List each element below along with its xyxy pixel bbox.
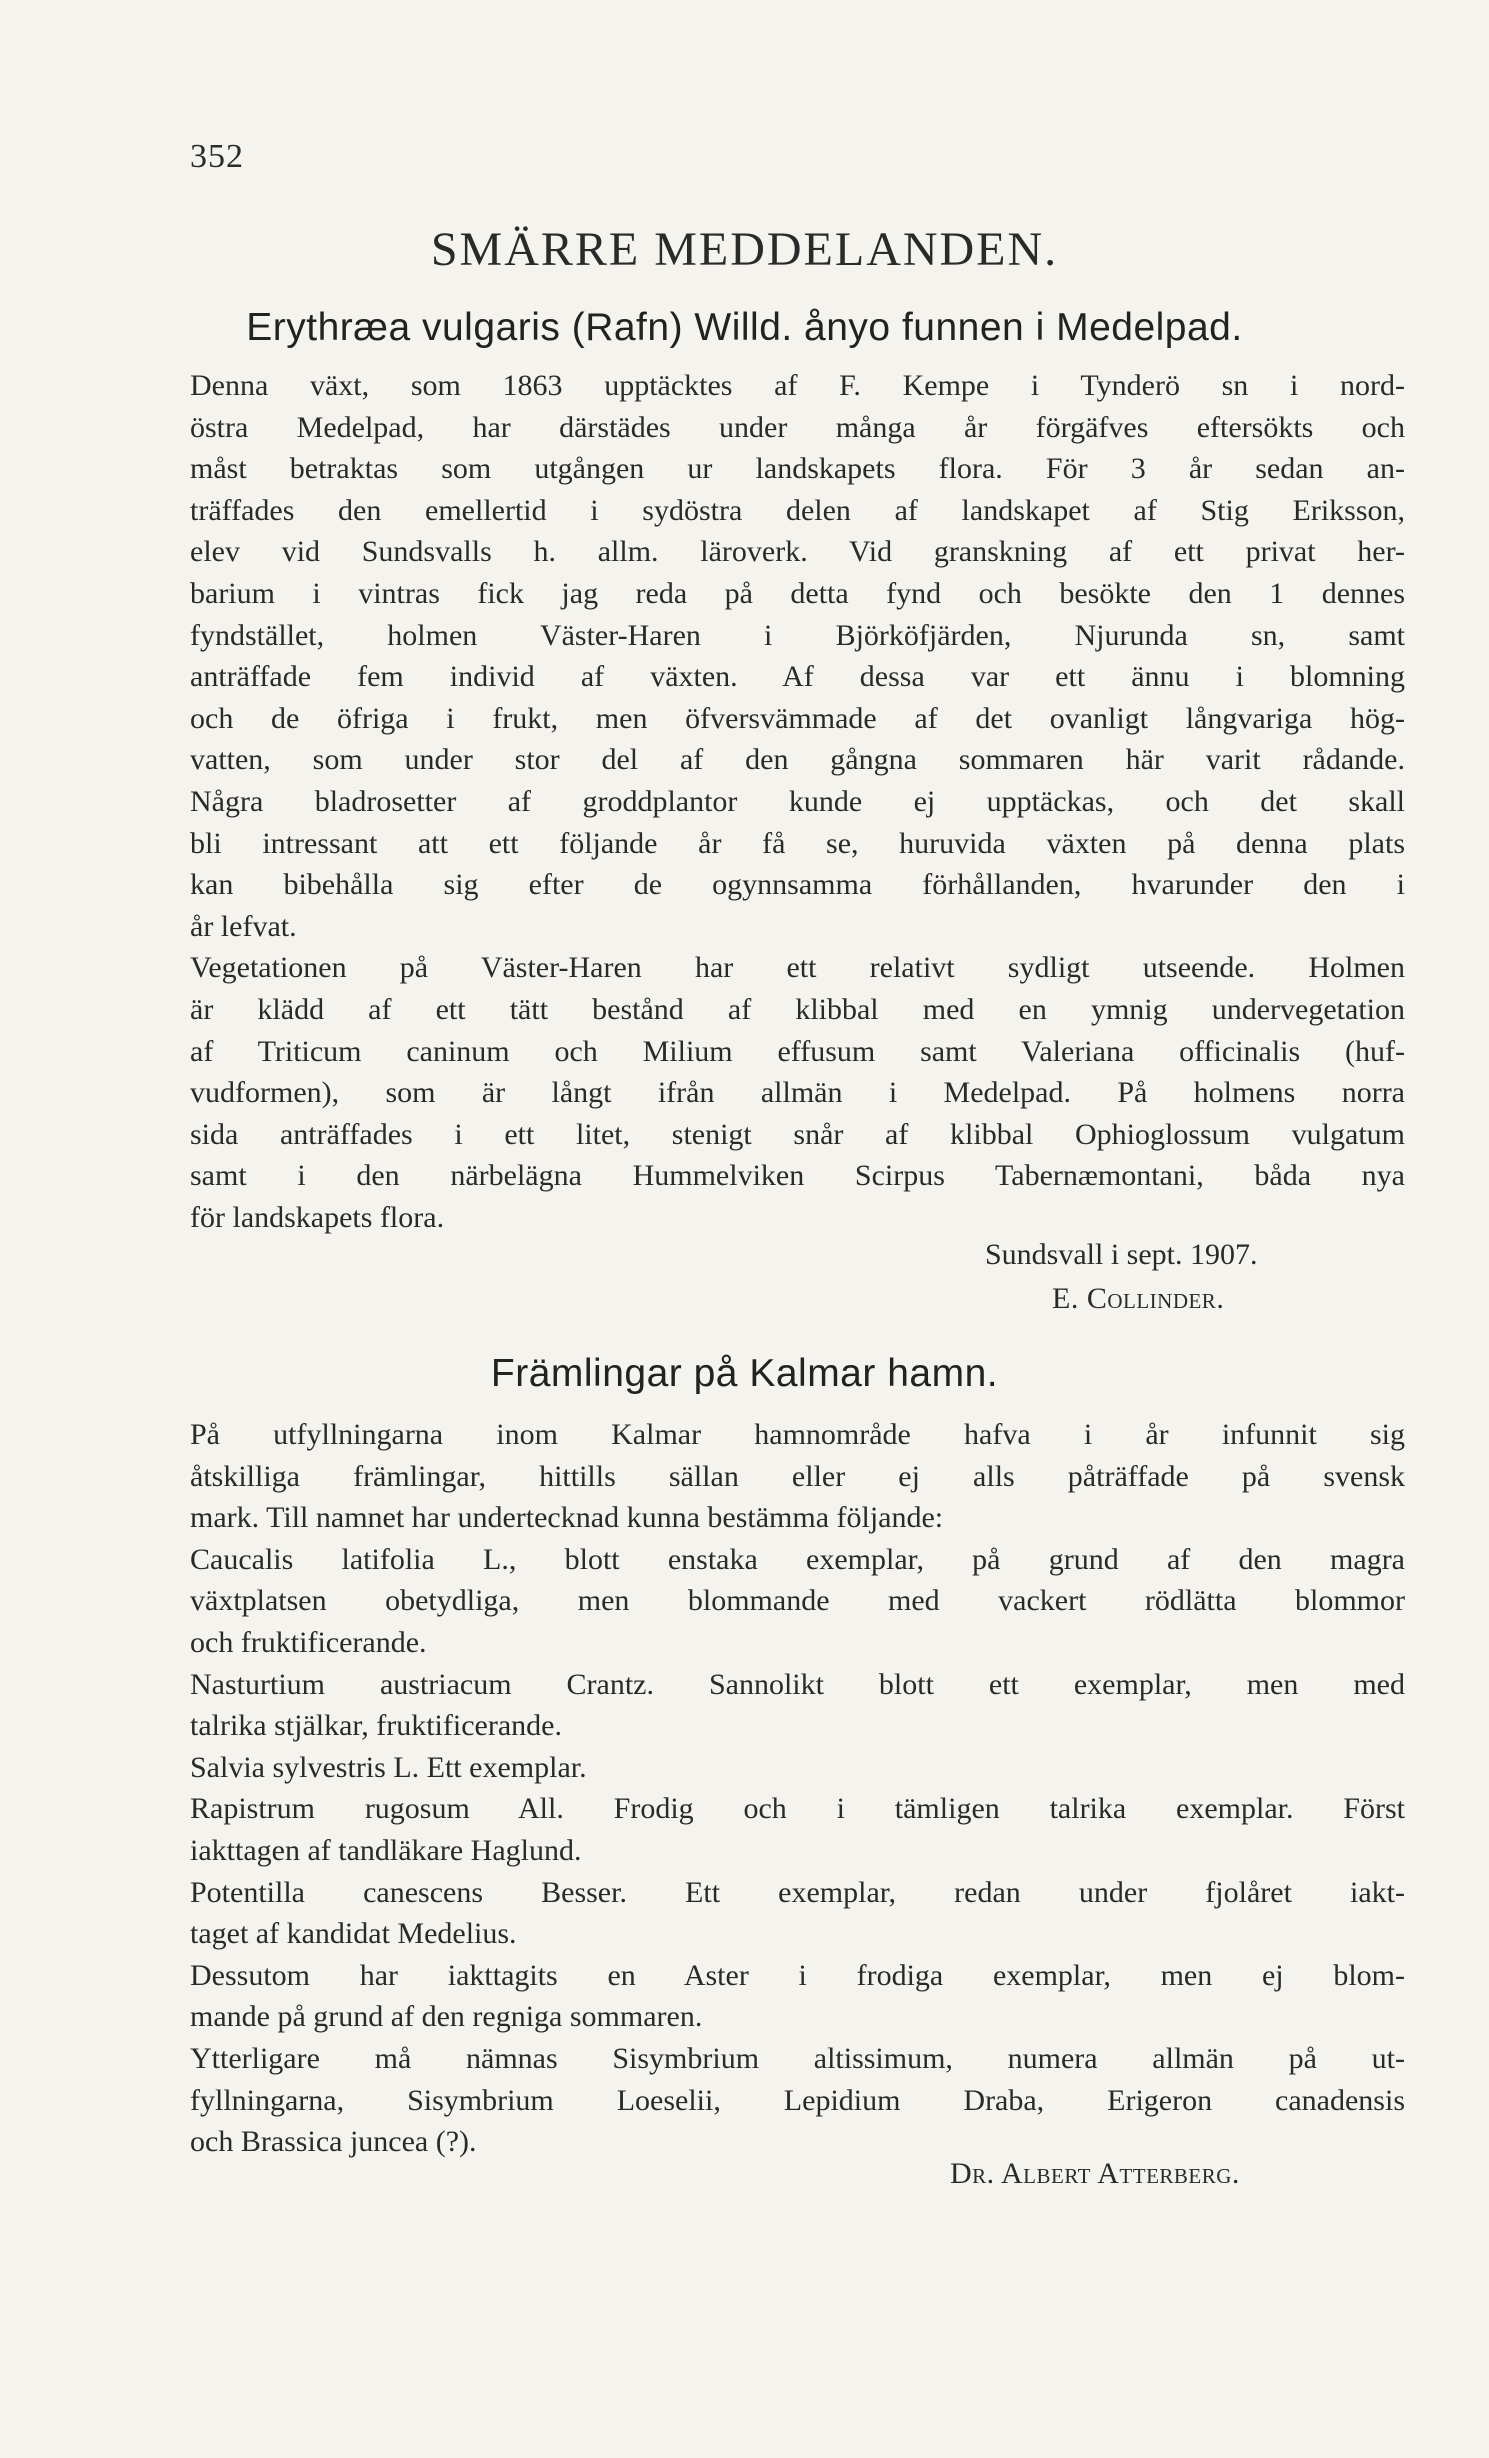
article-1-line: Några bladrosetter af groddplantor kunde ej upptäckas, och det skall: [190, 784, 1405, 818]
article-2-line: taget af kandidat Medelius.: [190, 1917, 517, 1951]
article-2-line: växtplatsen obetydliga, men blommande med vackert rödlätta blommor: [190, 1584, 1405, 1618]
article-1-line: för landskapets flora.: [190, 1200, 445, 1234]
article-1-heading: Erythræa vulgaris (Rafn) Willd. ånyo funnen i Medelpad.: [246, 306, 1243, 349]
article-2-line: och Brassica juncea (?).: [190, 2125, 477, 2159]
article-1-body: [190, 365, 1405, 1238]
article-1-line: kan bibehålla sig efter de ogynnsamma förhållanden, hvarunder den i: [190, 868, 1405, 902]
article-2-line: Dessutom har iakttagits en Aster i frodiga exemplar, men ej blom-: [190, 1958, 1405, 1992]
article-1-line: af Triticum caninum och Milium effusum samt Valeriana officinalis (huf-: [190, 1034, 1405, 1068]
article-2-line: Salvia sylvestris L. Ett exemplar.: [190, 1750, 587, 1784]
article-1-line: år lefvat.: [190, 909, 297, 943]
page-number: 352: [190, 138, 244, 175]
article-2-line: åtskilliga främlingar, hittills sällan eller ej alls påträffade på svensk: [190, 1459, 1405, 1493]
article-2-line: Ytterligare må nämnas Sisymbrium altissimum, numera allmän på ut-: [190, 2041, 1405, 2075]
article-2-line: Caucalis latifolia L., blott enstaka exemplar, på grund af den magra: [190, 1542, 1405, 1576]
article-1-line: träffades den emellertid i sydöstra delen af landskapet af Stig Eriksson,: [190, 493, 1405, 527]
article-2-body: [190, 1414, 1405, 2163]
article-2-line: iakttagen af tandläkare Haglund.: [190, 1833, 582, 1867]
article-2-line: Rapistrum rugosum All. Frodig och i tämligen talrika exemplar. Först: [190, 1792, 1405, 1826]
article-2-line: Potentilla canescens Besser. Ett exemplar, redan under fjolåret iakt-: [190, 1875, 1405, 1909]
article-1-line: är klädd af ett tätt bestånd af klibbal med en ymnig undervegetation: [190, 992, 1405, 1026]
article-1-line: östra Medelpad, har därstädes under många år förgäfves eftersökts och: [190, 410, 1405, 444]
article-1-place-date: Sundsvall i sept. 1907.: [985, 1238, 1258, 1271]
article-2-line: Nasturtium austriacum Crantz. Sannolikt blott ett exemplar, men med: [190, 1667, 1405, 1701]
article-1-line: måst betraktas som utgången ur landskapets flora. För 3 år sedan an-: [190, 452, 1405, 486]
article-1-line: anträffade fem individ af växten. Af dessa var ett ännu i blomning: [190, 660, 1405, 694]
article-1-line: samt i den närbelägna Hummelviken Scirpus Tabernæmontani, båda nya: [190, 1159, 1405, 1193]
article-2-author: Dr. Albert Atterberg.: [950, 2157, 1240, 2190]
article-1-line: bli intressant att ett följande år få se, huruvida växten på denna plats: [190, 826, 1405, 860]
section-title: SMÄRRE MEDDELANDEN.: [430, 223, 1059, 276]
article-2-line: mande på grund af den regniga sommaren.: [190, 2000, 703, 2034]
article-2-line: och fruktificerande.: [190, 1625, 427, 1659]
article-2-line: mark. Till namnet har undertecknad kunna bestämma följande:: [190, 1501, 944, 1535]
article-1-line: vudformen), som är långt ifrån allmän i Medelpad. På holmens norra: [190, 1076, 1405, 1110]
article-2-line: På utfyllningarna inom Kalmar hamnområde hafva i år infunnit sig: [190, 1418, 1405, 1451]
article-2-line: fyllningarna, Sisymbrium Loeselii, Lepidium Draba, Erigeron canadensis: [190, 2083, 1405, 2117]
article-1-line: elev vid Sundsvalls h. allm. läroverk. Vid granskning af ett privat her-: [190, 535, 1405, 569]
article-1-line: sida anträffades i ett litet, stenigt snår af klibbal Ophioglossum vulgatum: [190, 1117, 1405, 1151]
article-1-line: fyndstället, holmen Väster-Haren i Björköfjärden, Njurunda sn, samt: [190, 618, 1405, 652]
article-1-line: och de öfriga i frukt, men öfversvämmade af det ovanligt långvariga hög-: [190, 701, 1405, 735]
article-1-line: Denna växt, som 1863 upptäcktes af F. Kempe i Tynderö sn i nord-: [190, 369, 1405, 402]
article-2-line: talrika stjälkar, fruktificerande.: [190, 1709, 562, 1743]
article-1-line: Vegetationen på Väster-Haren har ett relativt sydligt utseende. Holmen: [190, 951, 1405, 985]
article-1-author: E. Collinder.: [1052, 1282, 1225, 1315]
article-2-heading: Främlingar på Kalmar hamn.: [490, 1352, 999, 1395]
article-1-line: vatten, som under stor del af den gångna sommaren här varit rådande.: [190, 743, 1405, 777]
article-1-line: barium i vintras fick jag reda på detta fynd och besökte den 1 dennes: [190, 576, 1405, 610]
